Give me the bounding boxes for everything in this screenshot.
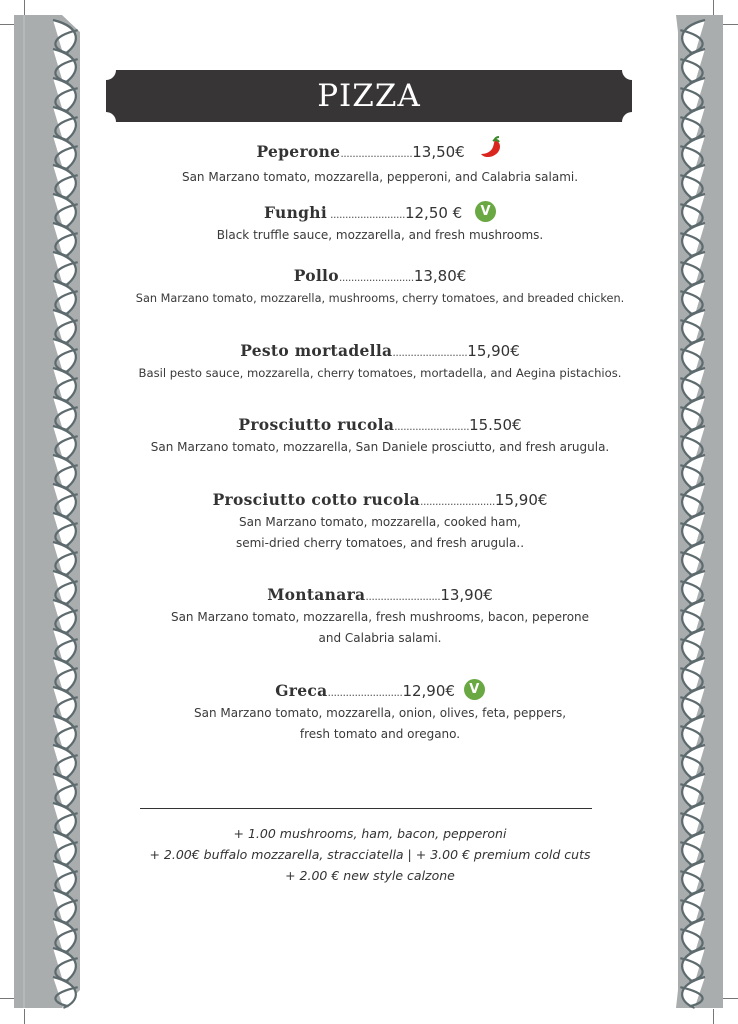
item-name: Pollo: [293, 266, 339, 285]
vegetarian-icon: V: [464, 679, 485, 700]
item-description: San Marzano tomato, mozzarella, onion, olives, feta, peppers,: [193, 706, 567, 720]
extra-line: + 2.00 € new style calzone: [285, 868, 455, 883]
section-divider: [140, 808, 592, 809]
leader-dots: .........................: [420, 495, 495, 508]
extra-line: + 1.00 mushrooms, ham, bacon, pepperoni: [233, 826, 507, 841]
item-price: 13,50€: [412, 143, 465, 161]
item-name: Peperone: [256, 142, 341, 161]
item-price: 12,50 €: [404, 204, 463, 222]
menu-item: [120, 203, 640, 246]
menu-item: [120, 138, 640, 188]
item-price: 15.50€: [469, 416, 522, 434]
leader-dots: .........................: [365, 590, 441, 603]
extras-list: [130, 823, 610, 886]
item-price: 12,90€: [402, 682, 455, 700]
item-price: 13,90€: [440, 586, 493, 604]
chili-icon: [478, 138, 504, 167]
vegetarian-icon: V: [475, 201, 496, 222]
item-description: and Calabria salami.: [318, 631, 442, 645]
menu-item: [120, 266, 640, 309]
menu-item: [120, 490, 640, 554]
menu-item: [120, 415, 640, 458]
item-name: Pesto mortadella: [240, 341, 393, 360]
item-description: San Marzano tomato, mozzarella, fresh mushrooms, bacon, peperone: [170, 610, 590, 624]
title-banner: [106, 70, 632, 122]
item-name: Prosciutto rucola: [238, 415, 395, 434]
item-price: 15,90€: [494, 491, 548, 509]
menu-item: [120, 681, 640, 745]
item-name: Greca: [275, 681, 328, 700]
item-price: 13,80€: [413, 267, 467, 285]
page-title: PIZZA: [317, 78, 421, 114]
item-description: San Marzano tomato, mozzarella, mushrooms, cherry tomatoes, and breaded chicken.: [135, 292, 625, 305]
menu-item: [120, 585, 640, 649]
item-description: San Marzano tomato, mozzarella, pepperoni, and Calabria salami.: [181, 170, 579, 184]
leader-dots: .........................: [394, 420, 470, 433]
leader-dots: .........................: [327, 208, 405, 221]
item-name: Funghi: [263, 203, 328, 222]
item-description: Basil pesto sauce, mozzarella, cherry tomatoes, mortadella, and Aegina pistachios.: [138, 366, 622, 380]
item-description: Black truffle sauce, mozzarella, and fresh mushrooms.: [216, 228, 544, 242]
left-rope-border: [0, 0, 90, 1024]
item-description: semi-dried cherry tomatoes, and fresh arugula..: [235, 536, 525, 550]
extra-line: + 2.00€ buffalo mozzarella, stracciatella | + 3.00 € premium cold cuts: [149, 847, 591, 862]
item-description: San Marzano tomato, mozzarella, cooked ham,: [239, 515, 521, 529]
item-name: Prosciutto cotto rucola: [212, 490, 420, 509]
item-name: Montanara: [267, 585, 366, 604]
leader-dots: .........................: [327, 686, 403, 699]
leader-dots: .........................: [392, 346, 468, 359]
item-description: San Marzano tomato, mozzarella, San Daniele prosciutto, and fresh arugula.: [150, 440, 610, 454]
right-rope-border: [648, 0, 738, 1024]
leader-dots: .........................: [338, 271, 414, 284]
menu-item: [120, 341, 640, 384]
item-price: 15,90€: [467, 342, 520, 360]
leader-dots: ........................: [340, 147, 413, 160]
item-description: fresh tomato and oregano.: [299, 727, 461, 741]
